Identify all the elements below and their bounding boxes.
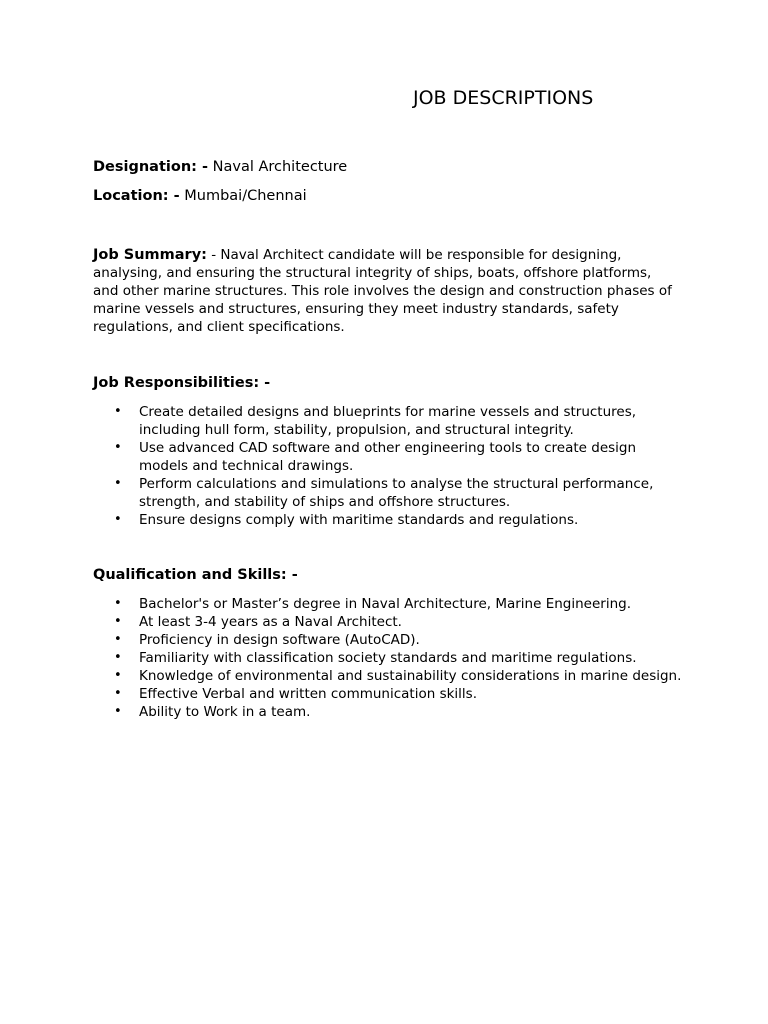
bullet-icon: • [114,476,122,491]
bullet-icon: • [114,686,122,701]
designation-label: Designation: - [93,159,209,175]
job-summary-text: - Naval Architect candidate will be responsible for designing, analysing, and ensuring the structural integrity of ships, boats, offshore platforms, and other marine structures. This role involves the design and construction phases of marine vessels and structures, ensuring they meet industry standards, safety regulations, and client specifications. [93,247,672,335]
qualifications-list [112,595,682,721]
bullet-icon: • [114,632,122,647]
list-item-text: Bachelor's or Master’s degree in Naval Architecture, Marine Engineering. [139,596,632,612]
list-item [112,667,682,685]
list-item [112,649,682,667]
qualifications-heading: Qualification and Skills: - [93,567,298,583]
job-summary-label: Job Summary: [93,247,207,263]
list-item-text: Effective Verbal and written communication skills. [139,686,478,702]
location-line [93,187,307,205]
bullet-icon: • [114,650,122,665]
bullet-icon: • [114,404,122,419]
bullet-icon: • [114,704,122,719]
list-item-text: Proficiency in design software (AutoCAD). [139,632,420,648]
responsibilities-list [112,403,682,529]
list-item [112,595,682,613]
list-item [112,475,682,511]
list-item [112,439,682,475]
responsibilities-heading: Job Responsibilities: - [93,375,271,391]
list-item-text: At least 3-4 years as a Naval Architect. [139,614,402,630]
bullet-icon: • [114,668,122,683]
list-item [112,403,682,439]
list-item [112,685,682,703]
location-value: Mumbai/Chennai [179,188,307,204]
job-summary [93,246,673,336]
designation-value: Naval Architecture [208,159,348,175]
bullet-icon: • [114,614,122,629]
designation-line [93,158,347,176]
list-item-text: Use advanced CAD software and other engineering tools to create design models and technical drawings. [139,440,637,474]
bullet-icon: • [114,440,122,455]
bullet-icon: • [114,596,122,611]
list-item [112,631,682,649]
list-item-text: Ability to Work in a team. [139,704,311,720]
list-item-text: Familiarity with classification society standards and maritime regulations. [139,650,637,666]
list-item-text: Perform calculations and simulations to analyse the structural performance, strength, and stability of ships and offshore structures. [139,476,654,510]
bullet-icon: • [114,512,122,527]
list-item-text: Create detailed designs and blueprints for marine vessels and structures, including hull form, stability, propulsion, and structural integrity. [139,404,637,438]
list-item [112,703,682,721]
list-item [112,613,682,631]
document-title: JOB DESCRIPTIONS [413,87,594,109]
list-item-text: Knowledge of environmental and sustainability considerations in marine design. [139,668,682,684]
list-item-text: Ensure designs comply with maritime standards and regulations. [139,512,579,528]
location-label: Location: - [93,188,180,204]
list-item [112,511,682,529]
